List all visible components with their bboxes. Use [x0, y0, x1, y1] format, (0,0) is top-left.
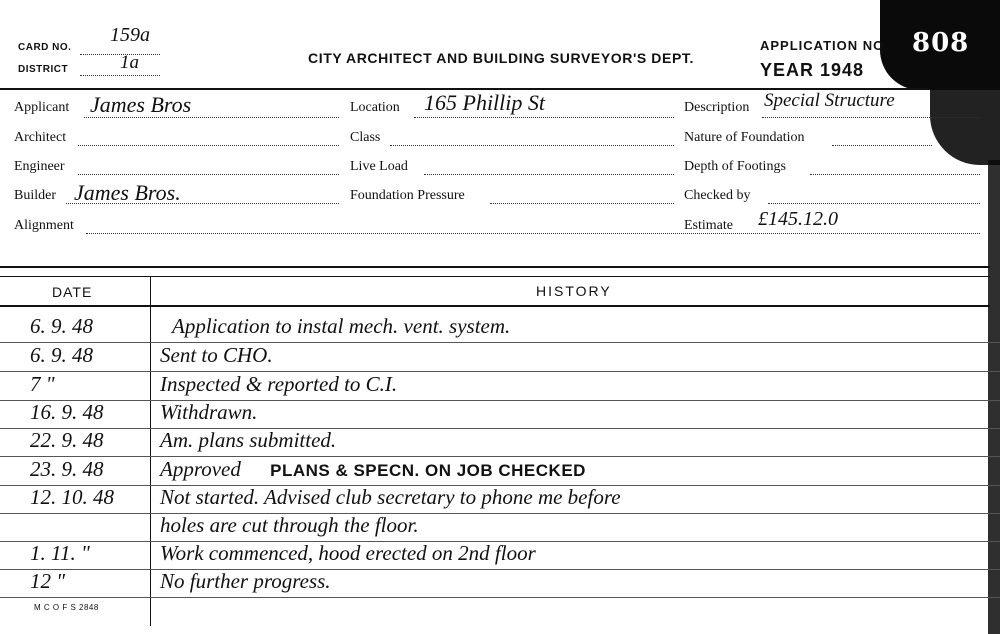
checked-stamp: PLANS & SPECN. ON JOB CHECKED	[270, 461, 586, 480]
applicant-label: Applicant	[14, 100, 70, 115]
department-title: CITY ARCHITECT AND BUILDING SURVEYOR'S DEPT.	[308, 50, 694, 66]
class-line	[390, 145, 674, 146]
row-history: holes are cut through the floor.	[160, 513, 419, 537]
scan-edge-right-strip	[988, 160, 1000, 634]
row-date: 6. 9. 48	[30, 314, 93, 338]
row-date: 23. 9. 48	[30, 457, 104, 481]
district-value: 1a	[120, 52, 139, 73]
row-history-text: Approved	[160, 457, 241, 481]
row-history: Withdrawn.	[160, 400, 258, 424]
fields-bottom-rule	[0, 266, 990, 268]
row-history: Application to instal mech. vent. system.	[172, 314, 511, 338]
row-history: Not started. Advised club secretary to phone me before	[160, 485, 621, 509]
form-code: M C O F S 2848	[34, 603, 99, 612]
engineer-label: Engineer	[14, 159, 65, 174]
row-date: 1. 11. "	[30, 541, 90, 565]
architect-label: Architect	[14, 130, 67, 145]
row-history: Am. plans submitted.	[160, 428, 337, 452]
row-history: Inspected & reported to C.I.	[160, 372, 398, 396]
scan-edge-right	[930, 85, 1000, 165]
row-history: Sent to CHO.	[160, 343, 273, 367]
builder-line	[66, 203, 339, 204]
row-history: Work commenced, hood erected on 2nd floor	[160, 541, 536, 565]
district-label: DISTRICT	[18, 64, 69, 75]
location-label: Location	[350, 100, 400, 115]
checked-by-line	[768, 203, 980, 204]
class-label: Class	[350, 130, 381, 145]
description-line	[762, 117, 980, 118]
date-column-header: DATE	[52, 284, 93, 300]
card-no-value: 159a	[110, 24, 150, 46]
checked-by-label: Checked by	[684, 188, 751, 203]
application-no-label: APPLICATION NO.	[760, 38, 889, 53]
estimate-value: £145.12.0	[758, 208, 838, 230]
row-date: 7 "	[30, 372, 55, 396]
row-date: 22. 9. 48	[30, 428, 104, 452]
builder-value: James Bros.	[74, 180, 181, 205]
foundation-pressure-label: Foundation Pressure	[350, 188, 465, 203]
live-load-line	[424, 174, 674, 175]
builder-label: Builder	[14, 188, 56, 203]
row-history: No further progress.	[160, 569, 331, 593]
architect-line	[78, 145, 339, 146]
depth-of-footings-line	[810, 174, 980, 175]
table-header-rule	[0, 305, 990, 307]
live-load-label: Live Load	[350, 159, 408, 174]
history-column-header: HISTORY	[536, 283, 612, 299]
row-date: 12 "	[30, 569, 66, 593]
estimate-label: Estimate	[684, 218, 733, 233]
applicant-value: James Bros	[90, 92, 192, 117]
engineer-line	[78, 174, 339, 175]
row-date: 6. 9. 48	[30, 343, 93, 367]
table-top-rule	[0, 276, 990, 277]
row-line	[0, 597, 1000, 598]
location-line	[414, 117, 674, 118]
year-label: YEAR 1948	[760, 60, 865, 80]
column-divider	[150, 276, 151, 626]
depth-of-footings-label: Depth of Footings	[684, 159, 786, 174]
application-no-value: 808	[912, 28, 970, 58]
description-label: Description	[684, 100, 750, 115]
location-value: 165 Phillip St	[424, 90, 545, 115]
row-history-approved	[160, 457, 980, 482]
foundation-pressure-line	[490, 203, 674, 204]
card-no-label: CARD NO.	[18, 42, 72, 53]
row-date: 12. 10. 48	[30, 485, 114, 509]
description-value: Special Structure	[764, 90, 895, 111]
row-date: 16. 9. 48	[30, 400, 104, 424]
district-line	[80, 75, 160, 76]
alignment-line	[86, 233, 980, 234]
alignment-label: Alignment	[14, 218, 74, 233]
nature-of-foundation-label: Nature of Foundation	[684, 130, 805, 145]
applicant-line	[84, 117, 339, 118]
nature-of-foundation-line	[832, 145, 932, 146]
